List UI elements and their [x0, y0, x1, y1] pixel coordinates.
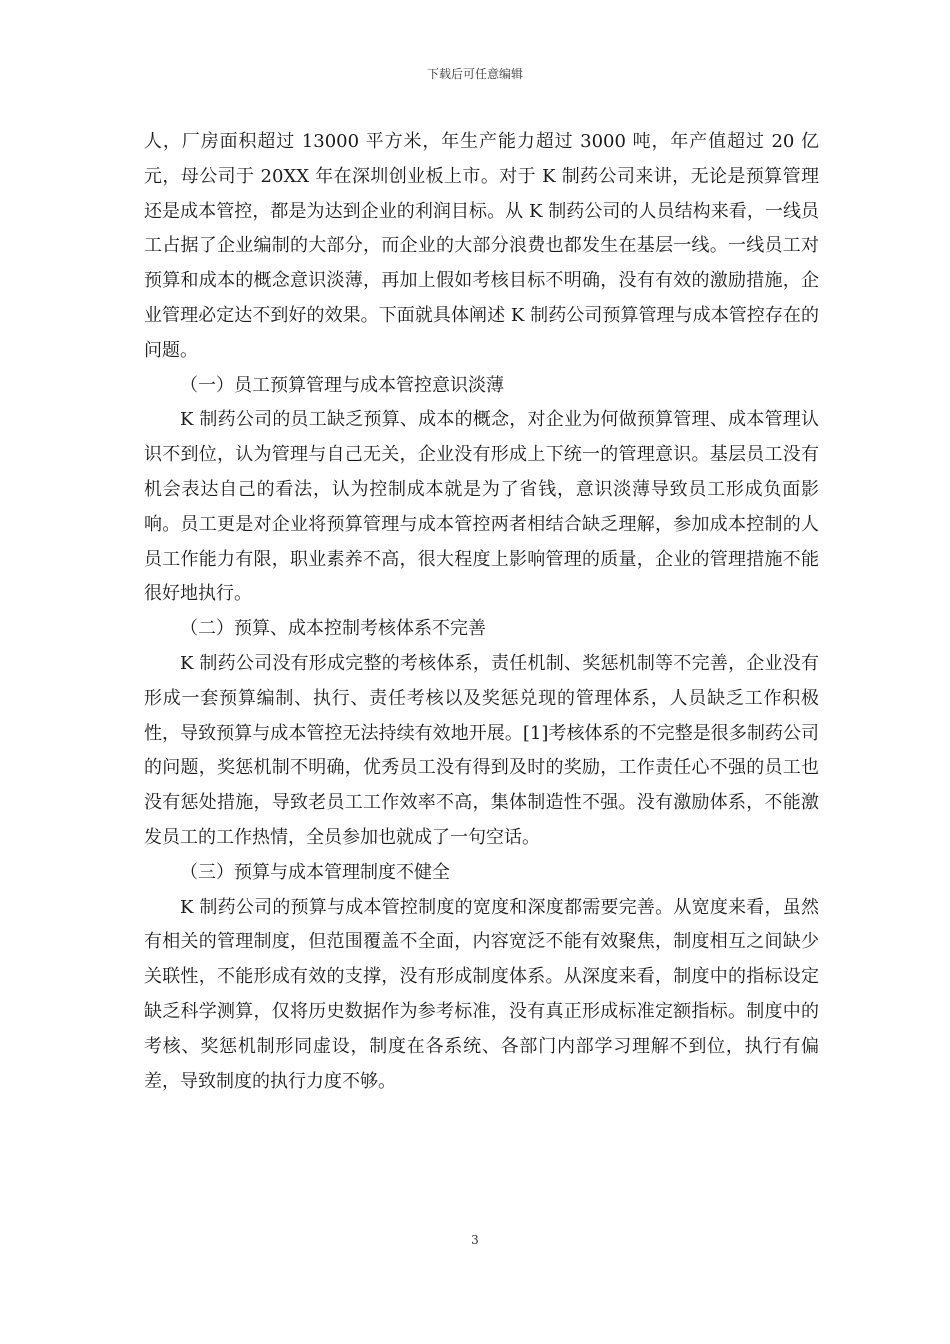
page-header: 下载后可任意编辑 — [426, 67, 523, 81]
section-heading-1: （一）员工预算管理与成本管控意识淡薄 — [180, 374, 504, 396]
paragraph-section-1: K 制药公司的员工缺乏预算、成本的概念，对企业为何做预算管理、成本管理认识不到位，认为管理与自己无关，企业没有形成上下统一的管理意识。基层员工没有机会表达自己的看法，认为控制成本就是为了省钱，意识淡薄导致员工形成负面影响。员工更是对企业将预算管理与成本管控两者相结合缺乏理解，参加成本控制的人员工作能力有限，职业素养不高，很大程度上影响管理的质量，企业的管理措施不能很好地执行。 — [144, 409, 819, 605]
paragraph-section-3: K 制药公司的预算与成本管控制度的宽度和深度都需要完善。从宽度来看，虽然有相关的管理制度，但范围覆盖不全面，内容宽泛不能有效聚焦，制度相互之间缺少关联性，不能形成有效的支撑，没有形成制度体系。从深度来看，制度中的指标设定缺乏科学测算，仅将历史数据作为参考标准，没有真正形成标准定额指标。制度中的考核、奖惩机制形同虚设，制度在各系统、各部门内部学习理解不到位，执行有偏差，导致制度的执行力度不够。 — [144, 896, 819, 1092]
document-body — [144, 125, 819, 1099]
section-heading-2: （二）预算、成本控制考核体系不完善 — [180, 618, 486, 640]
page-number: 3 — [471, 1233, 479, 1247]
paragraph-section-2: K 制药公司没有形成完整的考核体系，责任机制、奖惩机制等不完善，企业没有形成一套预算编制、执行、责任考核以及奖惩兑现的管理体系，人员缺乏工作积极性，导致预算与成本管控无法持续有效地开展。[1]考核体系的不完整是很多制药公司的问题，奖惩机制不明确，优秀员工没有得到及时的奖励，工作责任心不强的员工也没有惩处措施，导致老员工工作效率不高，集体制造性不强。没有激励体系，不能激发员工的工作热情，全员参加也就成了一句空话。 — [144, 652, 819, 848]
section-heading-3: （三）预算与成本管理制度不健全 — [180, 861, 450, 883]
paragraph-continuation: 人，厂房面积超过 13000 平方米，年生产能力超过 3000 吨，年产值超过 20 亿元，母公司于 20XX 年在深圳创业板上市。对于 K 制药公司来讲，无论是预算管理还是成本管控，都是为达到企业的利润目标。从 K 制药公司的人员结构来看，一线员工占据了企业编制的大部分，而企业的大部分浪费也都发生在基层一线。一线员工对预算和成本的概念意识淡薄，再加上假如考核目标不明确，没有有效的激励措施，企业管理必定达不到好的效果。下面就具体阐述 K 制药公司预算管理与成本管控存在的问题。 — [144, 131, 819, 361]
